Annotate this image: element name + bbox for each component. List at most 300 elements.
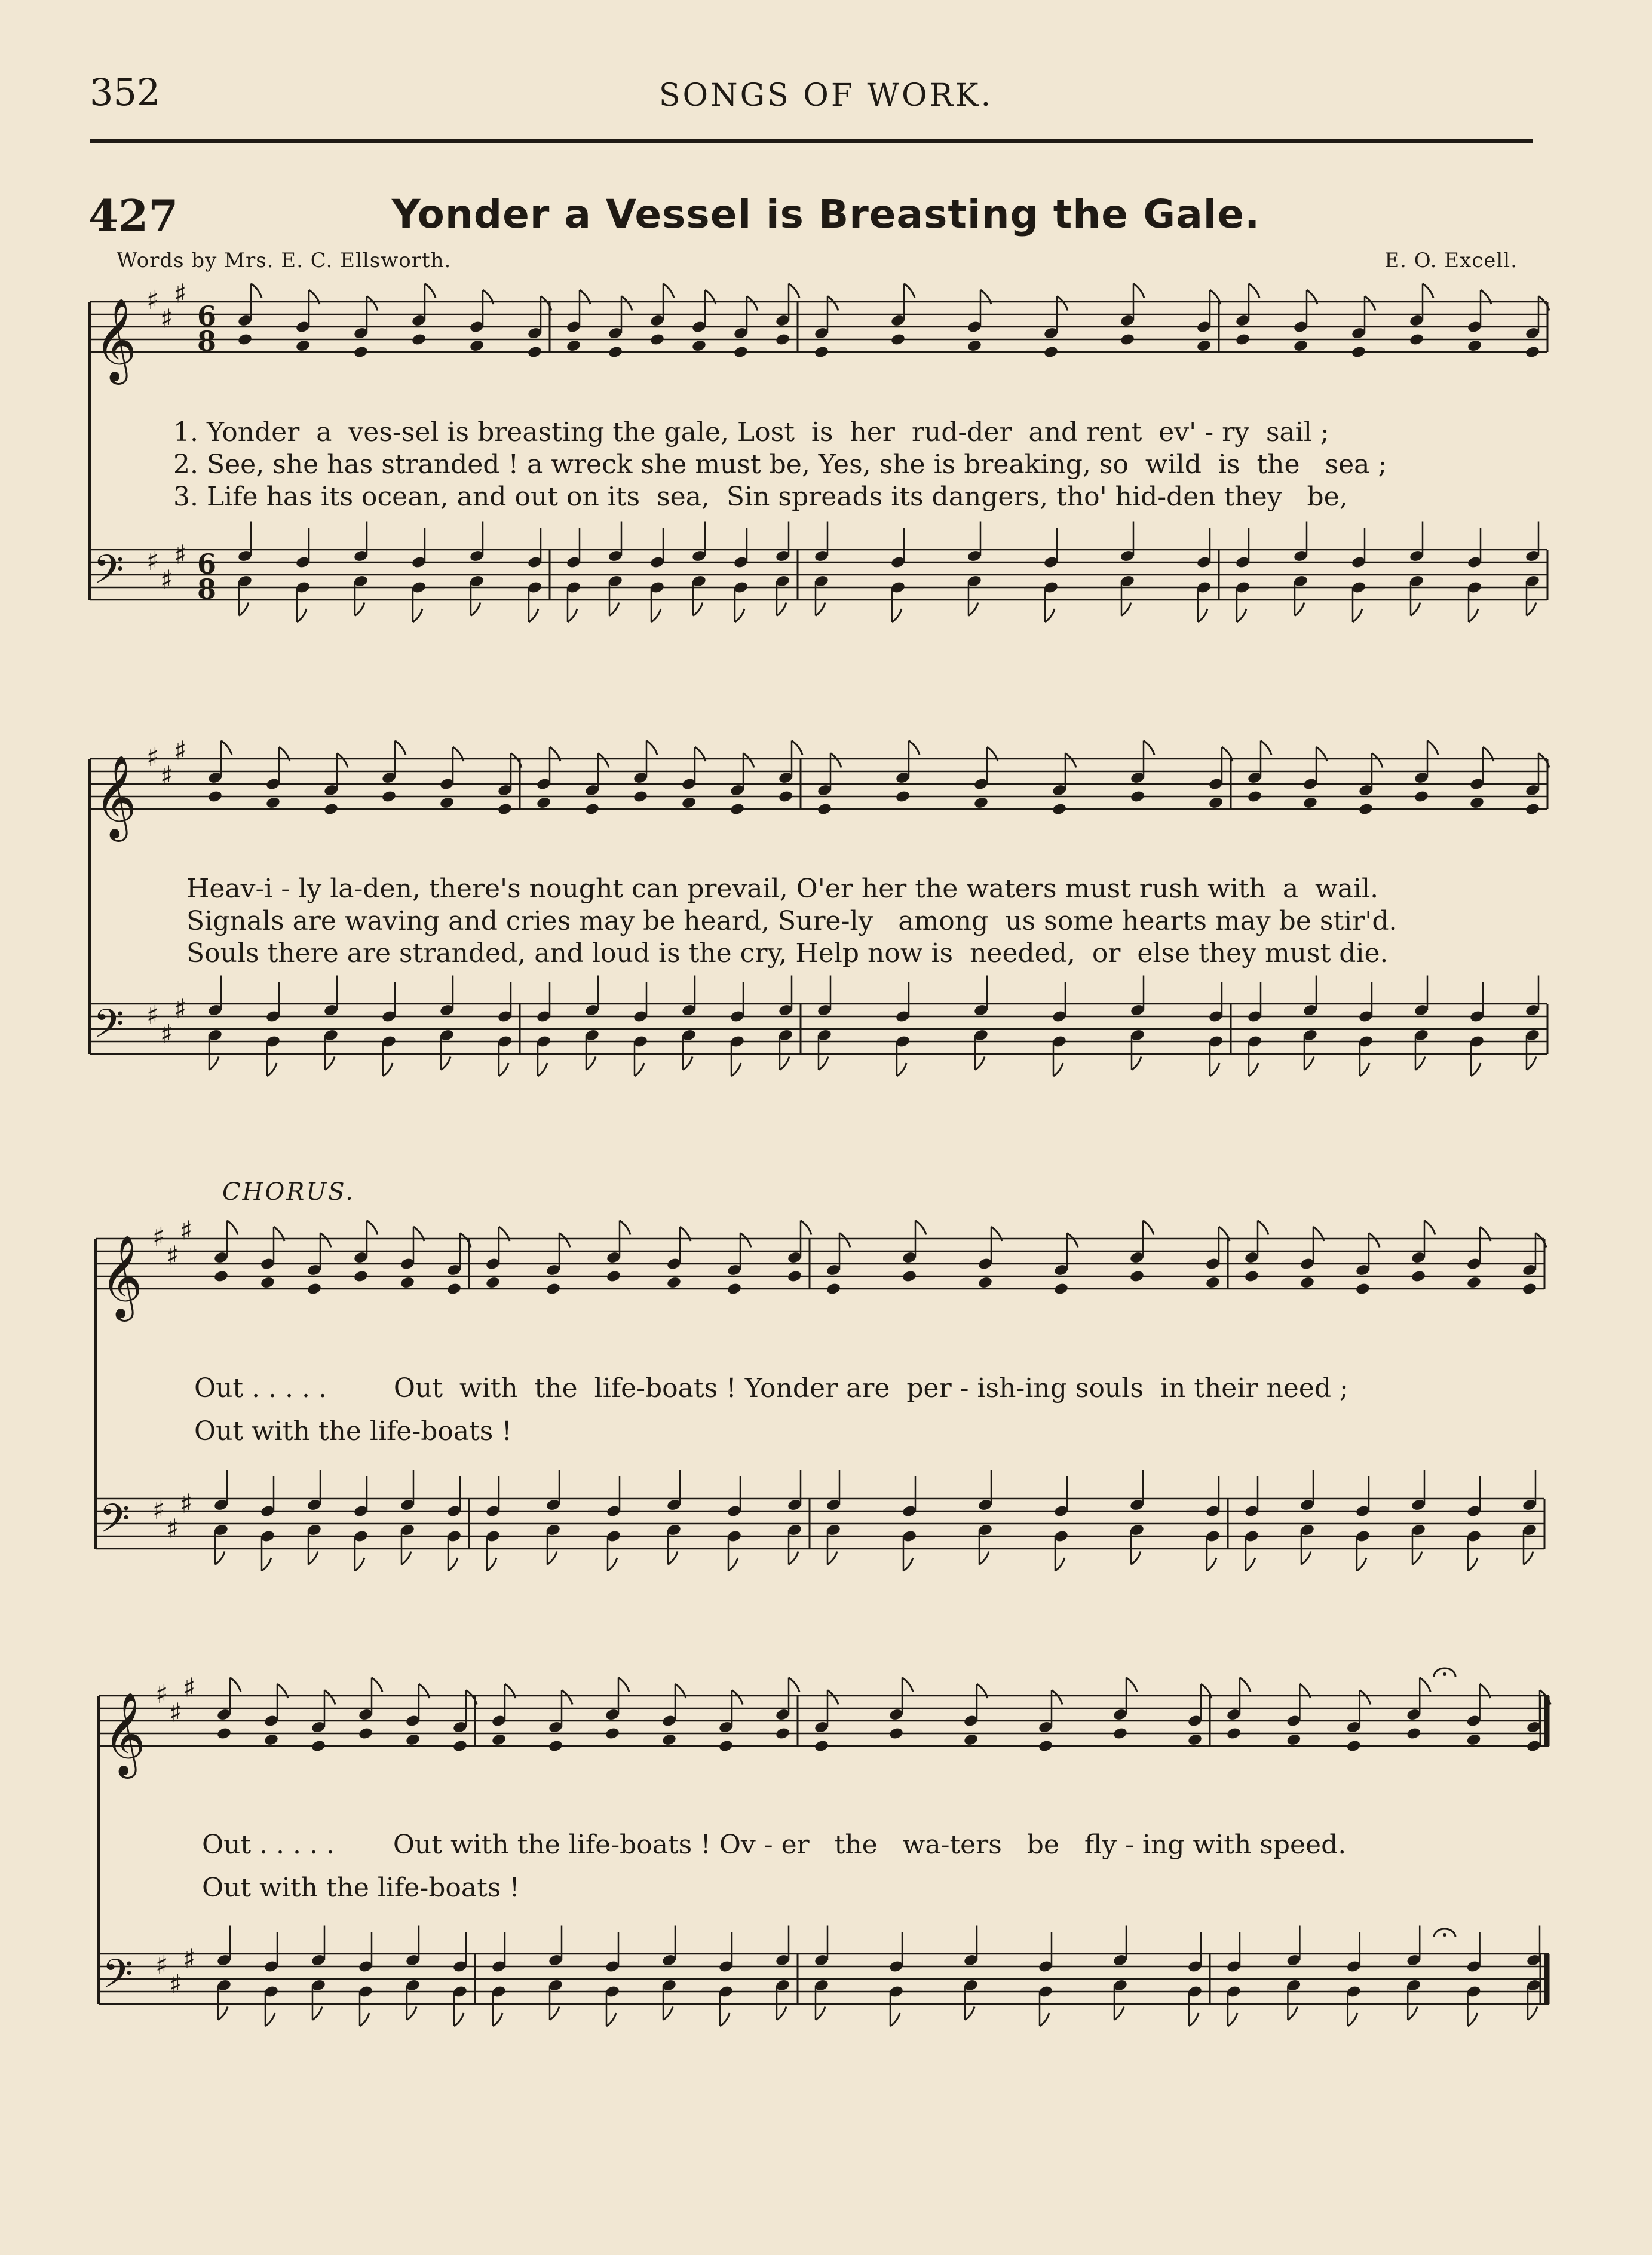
- system-3-treble-notehead: [485, 1276, 501, 1289]
- system-3-treble-notehead: [400, 1276, 415, 1289]
- system-3-treble-notehead: [1355, 1282, 1371, 1296]
- system-2-treble-notehead: [1358, 802, 1374, 816]
- system-4-bass-flag: [550, 2007, 559, 2020]
- system-4-treble-notehead: [963, 1733, 979, 1747]
- system-4-treble-flag: [789, 1678, 799, 1692]
- system-3-bass-flag: [1207, 1558, 1216, 1571]
- system-1-treble-flag: [1423, 284, 1433, 298]
- system-1-bass-flag: [1469, 609, 1478, 622]
- system-4-treble-notehead: [1466, 1733, 1482, 1747]
- system-1-treble-notehead: [1235, 333, 1251, 347]
- system-2-treble-notehead: [207, 790, 223, 804]
- system-2-treble-notehead: [817, 802, 832, 816]
- system-4-bass-sharp: ♯: [155, 1950, 168, 1981]
- system-2-treble-notehead: [1247, 790, 1262, 804]
- system-2-treble-flag: [792, 741, 802, 755]
- running-head: SONGS OF WORK.: [658, 78, 994, 114]
- system-1-treble-flag: [827, 296, 838, 311]
- system-4-bass-flag: [1468, 2013, 1478, 2026]
- system-1-treble-flag: [904, 284, 915, 298]
- system-4-final-barline-thick: [1544, 1954, 1549, 2004]
- system-2-bass-flag: [1527, 1057, 1536, 1070]
- system-4-treble-sharp: ♯: [155, 1679, 168, 1709]
- system-2-bass-flag: [1471, 1063, 1481, 1076]
- system-2-bass-flag: [383, 1063, 393, 1076]
- system-2-bass-flag: [1132, 1057, 1141, 1070]
- system-4-bass-clef: 𝄢: [102, 1951, 133, 2006]
- system-1-bass-flag: [239, 603, 249, 616]
- system-4-treble-flag: [230, 1678, 241, 1692]
- system-3-treble-notehead: [307, 1282, 322, 1296]
- system-2-bass-flag: [683, 1057, 692, 1070]
- system-3-treble-flag: [559, 1233, 570, 1248]
- system-4-treble-notehead: [216, 1727, 232, 1741]
- system-2-treble-notehead: [895, 790, 911, 804]
- system-4-treble-notehead: [1286, 1733, 1301, 1747]
- system-2-treble-notehead: [497, 802, 513, 816]
- fermata-treble-dot: [1443, 1672, 1446, 1676]
- system-2-bass-flag: [325, 1057, 335, 1070]
- system-4-bass-sharp: ♯: [169, 1969, 182, 2000]
- system-3-bass-flag: [979, 1552, 989, 1565]
- system-4-treble-flag: [827, 1690, 838, 1705]
- system-4-bass-flag: [1408, 2007, 1417, 2020]
- system-2-treble-flag: [221, 741, 232, 755]
- verse-2-line: 2. See, she has stranded ! a wreck she must be, Yes, she is breaking, so wild is the sea ;: [173, 449, 1387, 480]
- system-4-bass-flag: [663, 2007, 673, 2020]
- system-1-bass-time-bottom: 8: [197, 573, 217, 605]
- system-4-bass-flag: [1348, 2013, 1357, 2026]
- system-4-treble-flag: [1360, 1690, 1371, 1705]
- system-1-treble-time-bottom: 8: [197, 325, 217, 357]
- system-2-treble-notehead: [323, 802, 339, 816]
- system-4-bass-flag: [1189, 2013, 1199, 2026]
- system-3-treble-sharp: ♯: [180, 1215, 193, 1246]
- system-3-treble-notehead: [446, 1282, 462, 1296]
- system-3-bass-flag: [262, 1558, 271, 1571]
- system-3-bass-sharp: ♯: [166, 1513, 179, 1545]
- system-4-treble-sharp: ♯: [183, 1672, 196, 1703]
- system-4-treble-notehead: [814, 1739, 829, 1753]
- hymn-number: 427: [88, 190, 179, 241]
- system-1-bass-flag: [297, 609, 307, 622]
- system-3-treble-flag: [915, 1221, 926, 1235]
- system-2-treble-flag: [598, 753, 609, 768]
- system-2-treble-flag: [337, 753, 348, 768]
- system-1-bass-flag: [1045, 609, 1055, 622]
- system-1-bass-flag: [413, 609, 422, 622]
- system-3-bass-flag: [1412, 1552, 1422, 1565]
- system-4-bass-flag: [407, 2007, 416, 2020]
- system-1-bass-flag: [1295, 603, 1304, 616]
- system-2-treble-notehead: [1302, 796, 1318, 810]
- system-2-bass-flag: [780, 1057, 789, 1070]
- chorus-subline-2: Out with the life-boats !: [202, 1873, 520, 1903]
- system-3-bass-clef: 𝄢: [99, 1496, 130, 1551]
- system-2-bass-flag: [731, 1063, 741, 1076]
- system-4-bass-sharp: ♯: [183, 1944, 196, 1975]
- system-1-bass-sharp: ♯: [174, 540, 187, 571]
- verse-2-line-2: Signals are waving and cries may be heard, Sure-ly among us some hearts may be stir'd.: [186, 906, 1397, 936]
- system-1-treble-notehead: [1293, 339, 1308, 353]
- system-4-bass-flag: [493, 2013, 502, 2026]
- system-2-treble-flag: [1372, 753, 1383, 768]
- system-1-treble-notehead: [608, 345, 623, 359]
- system-1-bass-flag: [1527, 603, 1536, 616]
- system-1-bass-flag: [693, 603, 703, 616]
- system-3-treble-flag: [620, 1221, 630, 1235]
- verse-1-line-2: Heav-i - ly la-den, there's nought can prevail, O'er her the waters must rush with a wail.: [186, 874, 1379, 904]
- system-2-treble-flag: [830, 753, 841, 768]
- system-1-treble-notehead: [1525, 345, 1540, 359]
- system-2-bass-flag: [1415, 1057, 1425, 1070]
- system-4-treble-flag: [1052, 1690, 1062, 1705]
- system-2-treble-flag: [395, 741, 406, 755]
- system-2-treble-flag: [743, 753, 754, 768]
- system-1-treble-flag: [621, 296, 632, 311]
- system-4-treble-flag: [732, 1690, 743, 1705]
- system-4-bass-flag: [965, 2007, 974, 2020]
- system-2-treble-notehead: [439, 796, 455, 810]
- verse-3-line-2: Souls there are stranded, and loud is the cry, Help now is needed, or else they must die.: [186, 938, 1389, 969]
- system-1-treble-notehead: [566, 339, 581, 353]
- system-3-bass-flag: [1301, 1552, 1311, 1565]
- system-2-treble-notehead: [1414, 790, 1429, 804]
- system-3-bass-flag: [789, 1552, 798, 1565]
- system-2-treble-sharp: ♯: [174, 736, 187, 767]
- system-4-treble-flag: [618, 1678, 629, 1692]
- system-2-treble-notehead: [381, 790, 397, 804]
- system-2-bass-flag: [586, 1057, 596, 1070]
- system-1-treble-notehead: [353, 345, 369, 359]
- system-1-treble-flag: [663, 284, 674, 298]
- fermata-bass-dot: [1443, 1933, 1446, 1937]
- system-4-treble-notehead: [491, 1733, 507, 1747]
- system-1-bass-flag: [968, 603, 978, 616]
- system-2-treble-notehead: [536, 796, 551, 810]
- verse-3-line: 3. Life has its ocean, and out on its sea, Sin spreads its dangers, tho' hid-den they be,: [173, 482, 1348, 512]
- system-2-bass-sharp: ♯: [174, 994, 187, 1025]
- system-4-bass-flag: [816, 2007, 825, 2020]
- system-4-treble-flag: [902, 1678, 913, 1692]
- system-1-treble-sharp: ♯: [174, 278, 187, 310]
- system-1-treble-flag: [789, 284, 799, 298]
- system-1-bass-flag: [529, 609, 538, 622]
- system-1-treble-notehead: [1196, 339, 1212, 353]
- system-2-treble-notehead: [584, 802, 600, 816]
- system-3-treble-clef: 𝄞: [100, 1235, 143, 1318]
- system-2-bass-flag: [897, 1063, 906, 1076]
- system-4-treble-notehead: [718, 1739, 734, 1753]
- system-3-treble-notehead: [606, 1270, 621, 1283]
- system-3-treble-notehead: [545, 1282, 561, 1296]
- chorus-line-1: Out . . . . . Out with the life-boats ! Yonder are per - ish-ing souls in their need ;: [194, 1373, 1348, 1404]
- system-3-treble-sharp: ♯: [166, 1240, 179, 1271]
- system-4-treble-notehead: [452, 1739, 468, 1753]
- system-2-treble-notehead: [1469, 796, 1485, 810]
- system-3-treble-flag: [1424, 1221, 1435, 1235]
- system-4-bass-flag: [1288, 2007, 1297, 2020]
- system-4-treble-clef: 𝄞: [103, 1692, 146, 1775]
- system-3-treble-flag: [1067, 1233, 1078, 1248]
- system-4-treble-sharp: ♯: [169, 1698, 182, 1729]
- system-2-treble-notehead: [1208, 796, 1224, 810]
- system-2-bass-flag: [819, 1057, 828, 1070]
- words-credit: Words by Mrs. E. C. Ellsworth.: [117, 249, 452, 272]
- system-3-treble-flag: [1258, 1221, 1268, 1235]
- system-1-treble-flag: [425, 284, 436, 298]
- system-2-bass-flag: [1210, 1063, 1219, 1076]
- system-4-bass-flag: [265, 2013, 275, 2026]
- system-2-treble-flag: [646, 741, 657, 755]
- system-4-treble-flag: [324, 1690, 335, 1705]
- system-3-treble-notehead: [213, 1270, 229, 1283]
- system-2-treble-sharp: ♯: [146, 742, 160, 773]
- system-4-treble-notehead: [1038, 1739, 1053, 1753]
- system-4-treble-notehead: [775, 1727, 790, 1741]
- system-1-treble-notehead: [1351, 345, 1366, 359]
- system-1-treble-sharp: ♯: [146, 285, 160, 315]
- system-4-treble-flag: [372, 1678, 382, 1692]
- system-3-treble-notehead: [787, 1270, 802, 1283]
- system-1-bass-flag: [1121, 603, 1131, 616]
- system-2-treble-flag: [909, 741, 920, 755]
- system-3-bass-flag: [728, 1558, 738, 1571]
- system-3-bass-flag: [1055, 1558, 1065, 1571]
- system-1-bass-flag: [1237, 609, 1246, 622]
- system-4-treble-notehead: [661, 1733, 677, 1747]
- system-4-bass-flag: [360, 2013, 369, 2026]
- system-3-treble-notehead: [1466, 1276, 1482, 1289]
- system-2-treble-notehead: [1525, 802, 1540, 816]
- system-2-treble-notehead: [265, 796, 281, 810]
- system-1-treble-notehead: [295, 339, 311, 353]
- system-2-bass-flag: [975, 1057, 985, 1070]
- system-3-treble-flag: [1369, 1233, 1380, 1248]
- system-3-bass-flag: [401, 1552, 411, 1565]
- system-4-treble-notehead: [263, 1733, 279, 1747]
- system-4-bass-flag: [606, 2013, 616, 2026]
- system-4-bass-flag: [777, 2007, 786, 2020]
- system-4-treble-flag: [1240, 1678, 1251, 1692]
- system-1-bass-flag: [892, 609, 902, 622]
- chorus-subline-1: Out with the life-boats !: [194, 1416, 513, 1447]
- system-4-bass-flag: [454, 2013, 464, 2026]
- hymn-title: Yonder a Vessel is Breasting the Gale.: [391, 191, 1261, 237]
- system-2-bass-flag: [635, 1063, 644, 1076]
- system-2-treble-notehead: [633, 790, 648, 804]
- system-3-treble-flag: [320, 1233, 331, 1248]
- system-3-bass-flag: [1246, 1558, 1255, 1571]
- system-3-treble-flag: [740, 1233, 751, 1248]
- system-2-bass-clef: 𝄢: [93, 1001, 124, 1056]
- system-4-treble-flag: [1126, 1678, 1137, 1692]
- system-3-treble-notehead: [1299, 1276, 1315, 1289]
- system-2-treble-notehead: [1052, 802, 1067, 816]
- system-2-bass-flag: [499, 1063, 508, 1076]
- system-1-treble-notehead: [890, 333, 906, 347]
- system-2-bass-flag: [1249, 1063, 1258, 1076]
- system-3-treble-notehead: [1129, 1270, 1145, 1283]
- system-3-bass-sharp: ♯: [152, 1495, 165, 1525]
- system-4-treble-notehead: [311, 1739, 326, 1753]
- system-3-treble-notehead: [260, 1276, 275, 1289]
- system-1-bass-flag: [1353, 609, 1362, 622]
- system-2-treble-notehead: [1130, 790, 1145, 804]
- system-2-treble-notehead: [730, 802, 745, 816]
- system-3-treble-notehead: [727, 1282, 742, 1296]
- system-2-treble-notehead: [681, 796, 697, 810]
- system-4-bass-flag: [1528, 2007, 1537, 2020]
- system-1-bass-flag: [1411, 603, 1420, 616]
- system-2-treble-flag: [1144, 741, 1154, 755]
- system-3-bass-flag: [547, 1552, 557, 1565]
- system-1-treble-flag: [747, 296, 758, 311]
- system-3-treble-flag: [227, 1221, 238, 1235]
- system-1-treble-notehead: [814, 345, 829, 359]
- system-1-treble-sharp: ♯: [160, 304, 173, 335]
- system-3-treble-notehead: [353, 1270, 369, 1283]
- system-3-bass-flag: [668, 1552, 678, 1565]
- system-3-treble-notehead: [826, 1282, 841, 1296]
- system-1-bass-sharp: ♯: [160, 565, 173, 596]
- system-4-bass-flag: [312, 2007, 322, 2020]
- system-1-treble-notehead: [775, 333, 790, 347]
- system-1-treble-notehead: [649, 333, 665, 347]
- system-4-treble-flag: [562, 1690, 572, 1705]
- system-1-treble-notehead: [1467, 339, 1482, 353]
- system-3-bass-flag: [1468, 1558, 1478, 1571]
- system-4-bass-flag: [1040, 2013, 1049, 2026]
- system-3-bass-flag: [827, 1552, 837, 1565]
- system-2-treble-flag: [1261, 741, 1271, 755]
- system-1-treble-notehead: [1409, 333, 1424, 347]
- system-3-bass-flag: [448, 1558, 458, 1571]
- system-3-treble-flag: [367, 1221, 378, 1235]
- system-1-bass-flag: [816, 603, 825, 616]
- system-4-treble-notehead: [1346, 1739, 1362, 1753]
- system-4-treble-notehead: [548, 1739, 563, 1753]
- system-2-bass-flag: [538, 1063, 547, 1076]
- system-4-bass-flag: [890, 2013, 900, 2026]
- system-2-bass-flag: [1360, 1063, 1369, 1076]
- system-1-treble-time-top: 6: [197, 300, 217, 332]
- system-2-treble-flag: [1065, 753, 1076, 768]
- system-1-treble-notehead: [237, 333, 253, 347]
- system-1-bass-flag: [355, 603, 364, 616]
- system-4-treble-notehead: [405, 1733, 421, 1747]
- system-1-treble-clef: 𝄞: [94, 298, 137, 381]
- system-3-bass-flag: [1131, 1552, 1141, 1565]
- system-1-treble-notehead: [527, 345, 543, 359]
- system-1-treble-notehead: [1120, 333, 1135, 347]
- verse-1-line: 1. Yonder a ves-sel is breasting the gale, Lost is her rud-der and rent ev' - ry sail ;: [173, 417, 1329, 448]
- system-3-bass-flag: [487, 1558, 496, 1571]
- system-2-bass-flag: [267, 1063, 277, 1076]
- system-4-bass-flag: [218, 2007, 228, 2020]
- system-2-bass-flag: [1053, 1063, 1063, 1076]
- system-4-bass-flag: [720, 2013, 730, 2026]
- system-1-treble-flag: [1057, 296, 1068, 311]
- system-2-treble-notehead: [973, 796, 989, 810]
- system-3-treble-notehead: [1522, 1282, 1537, 1296]
- system-1-bass-flag: [777, 603, 786, 616]
- system-2-treble-clef: 𝄞: [94, 755, 137, 838]
- system-2-bass-sharp: ♯: [160, 1019, 173, 1050]
- system-1-treble-notehead: [733, 345, 749, 359]
- system-2-bass-flag: [441, 1057, 450, 1070]
- system-3-treble-flag: [801, 1221, 811, 1235]
- system-1-treble-flag: [1249, 284, 1259, 298]
- system-2-bass-sharp: ♯: [146, 1000, 160, 1031]
- system-1-bass-flag: [1198, 609, 1207, 622]
- system-1-bass-flag: [609, 603, 619, 616]
- system-4-treble-notehead: [1406, 1727, 1421, 1741]
- system-1-bass-flag: [471, 603, 480, 616]
- system-4-treble-notehead: [605, 1727, 620, 1741]
- system-1-treble-notehead: [691, 339, 707, 353]
- system-1-bass-clef: 𝄢: [93, 547, 124, 602]
- page-number: 352: [90, 71, 161, 114]
- system-1-treble-notehead: [469, 339, 485, 353]
- system-3-treble-notehead: [1053, 1282, 1069, 1296]
- system-3-treble-notehead: [1205, 1276, 1221, 1289]
- system-3-bass-flag: [355, 1558, 364, 1571]
- system-3-bass-flag: [608, 1558, 617, 1571]
- system-3-bass-flag: [215, 1552, 225, 1565]
- system-4-treble-notehead: [1226, 1727, 1242, 1741]
- system-3-treble-flag: [1143, 1221, 1154, 1235]
- system-1-treble-notehead: [1043, 345, 1059, 359]
- system-1-bass-sharp: ♯: [146, 546, 160, 577]
- system-3-bass-flag: [1524, 1552, 1533, 1565]
- system-1-treble-flag: [1365, 296, 1375, 311]
- system-3-bass-flag: [1357, 1558, 1366, 1571]
- chorus-line-2: Out . . . . . Out with the life-boats ! Ov - er the wa-ters be fly - ing with speed.: [202, 1830, 1347, 1860]
- system-4-treble-notehead: [888, 1727, 904, 1741]
- system-1-bass-flag: [735, 609, 744, 622]
- system-3-treble-flag: [839, 1233, 850, 1248]
- system-1-bass-time-top: 6: [197, 548, 217, 580]
- system-4-treble-notehead: [358, 1727, 373, 1741]
- system-1-bass-flag: [568, 609, 577, 622]
- system-1-treble-notehead: [967, 339, 982, 353]
- system-4-treble-notehead: [1112, 1727, 1128, 1741]
- system-3-treble-notehead: [1244, 1270, 1259, 1283]
- chorus-label: CHORUS.: [222, 1178, 355, 1206]
- system-3-bass-sharp: ♯: [180, 1488, 193, 1519]
- system-1-treble-notehead: [411, 333, 427, 347]
- system-3-treble-notehead: [666, 1276, 682, 1289]
- system-3-treble-notehead: [1411, 1270, 1426, 1283]
- system-3-treble-notehead: [902, 1270, 917, 1283]
- system-3-bass-flag: [903, 1558, 913, 1571]
- system-4-final-barline-thick: [1544, 1696, 1549, 1746]
- system-1-treble-flag: [251, 284, 262, 298]
- system-1-bass-flag: [651, 609, 661, 622]
- system-2-treble-sharp: ♯: [160, 761, 173, 792]
- system-2-bass-flag: [209, 1057, 219, 1070]
- system-4-treble-flag: [1420, 1678, 1430, 1692]
- music-credit: E. O. Excell.: [1384, 249, 1518, 272]
- system-4-treble-notehead: [1526, 1739, 1541, 1753]
- system-2-bass-flag: [1304, 1057, 1314, 1070]
- system-1-treble-flag: [1133, 284, 1144, 298]
- system-4-bass-flag: [1228, 2013, 1237, 2026]
- system-4-bass-flag: [1114, 2007, 1124, 2020]
- system-2-treble-notehead: [778, 790, 793, 804]
- system-3-bass-flag: [308, 1552, 318, 1565]
